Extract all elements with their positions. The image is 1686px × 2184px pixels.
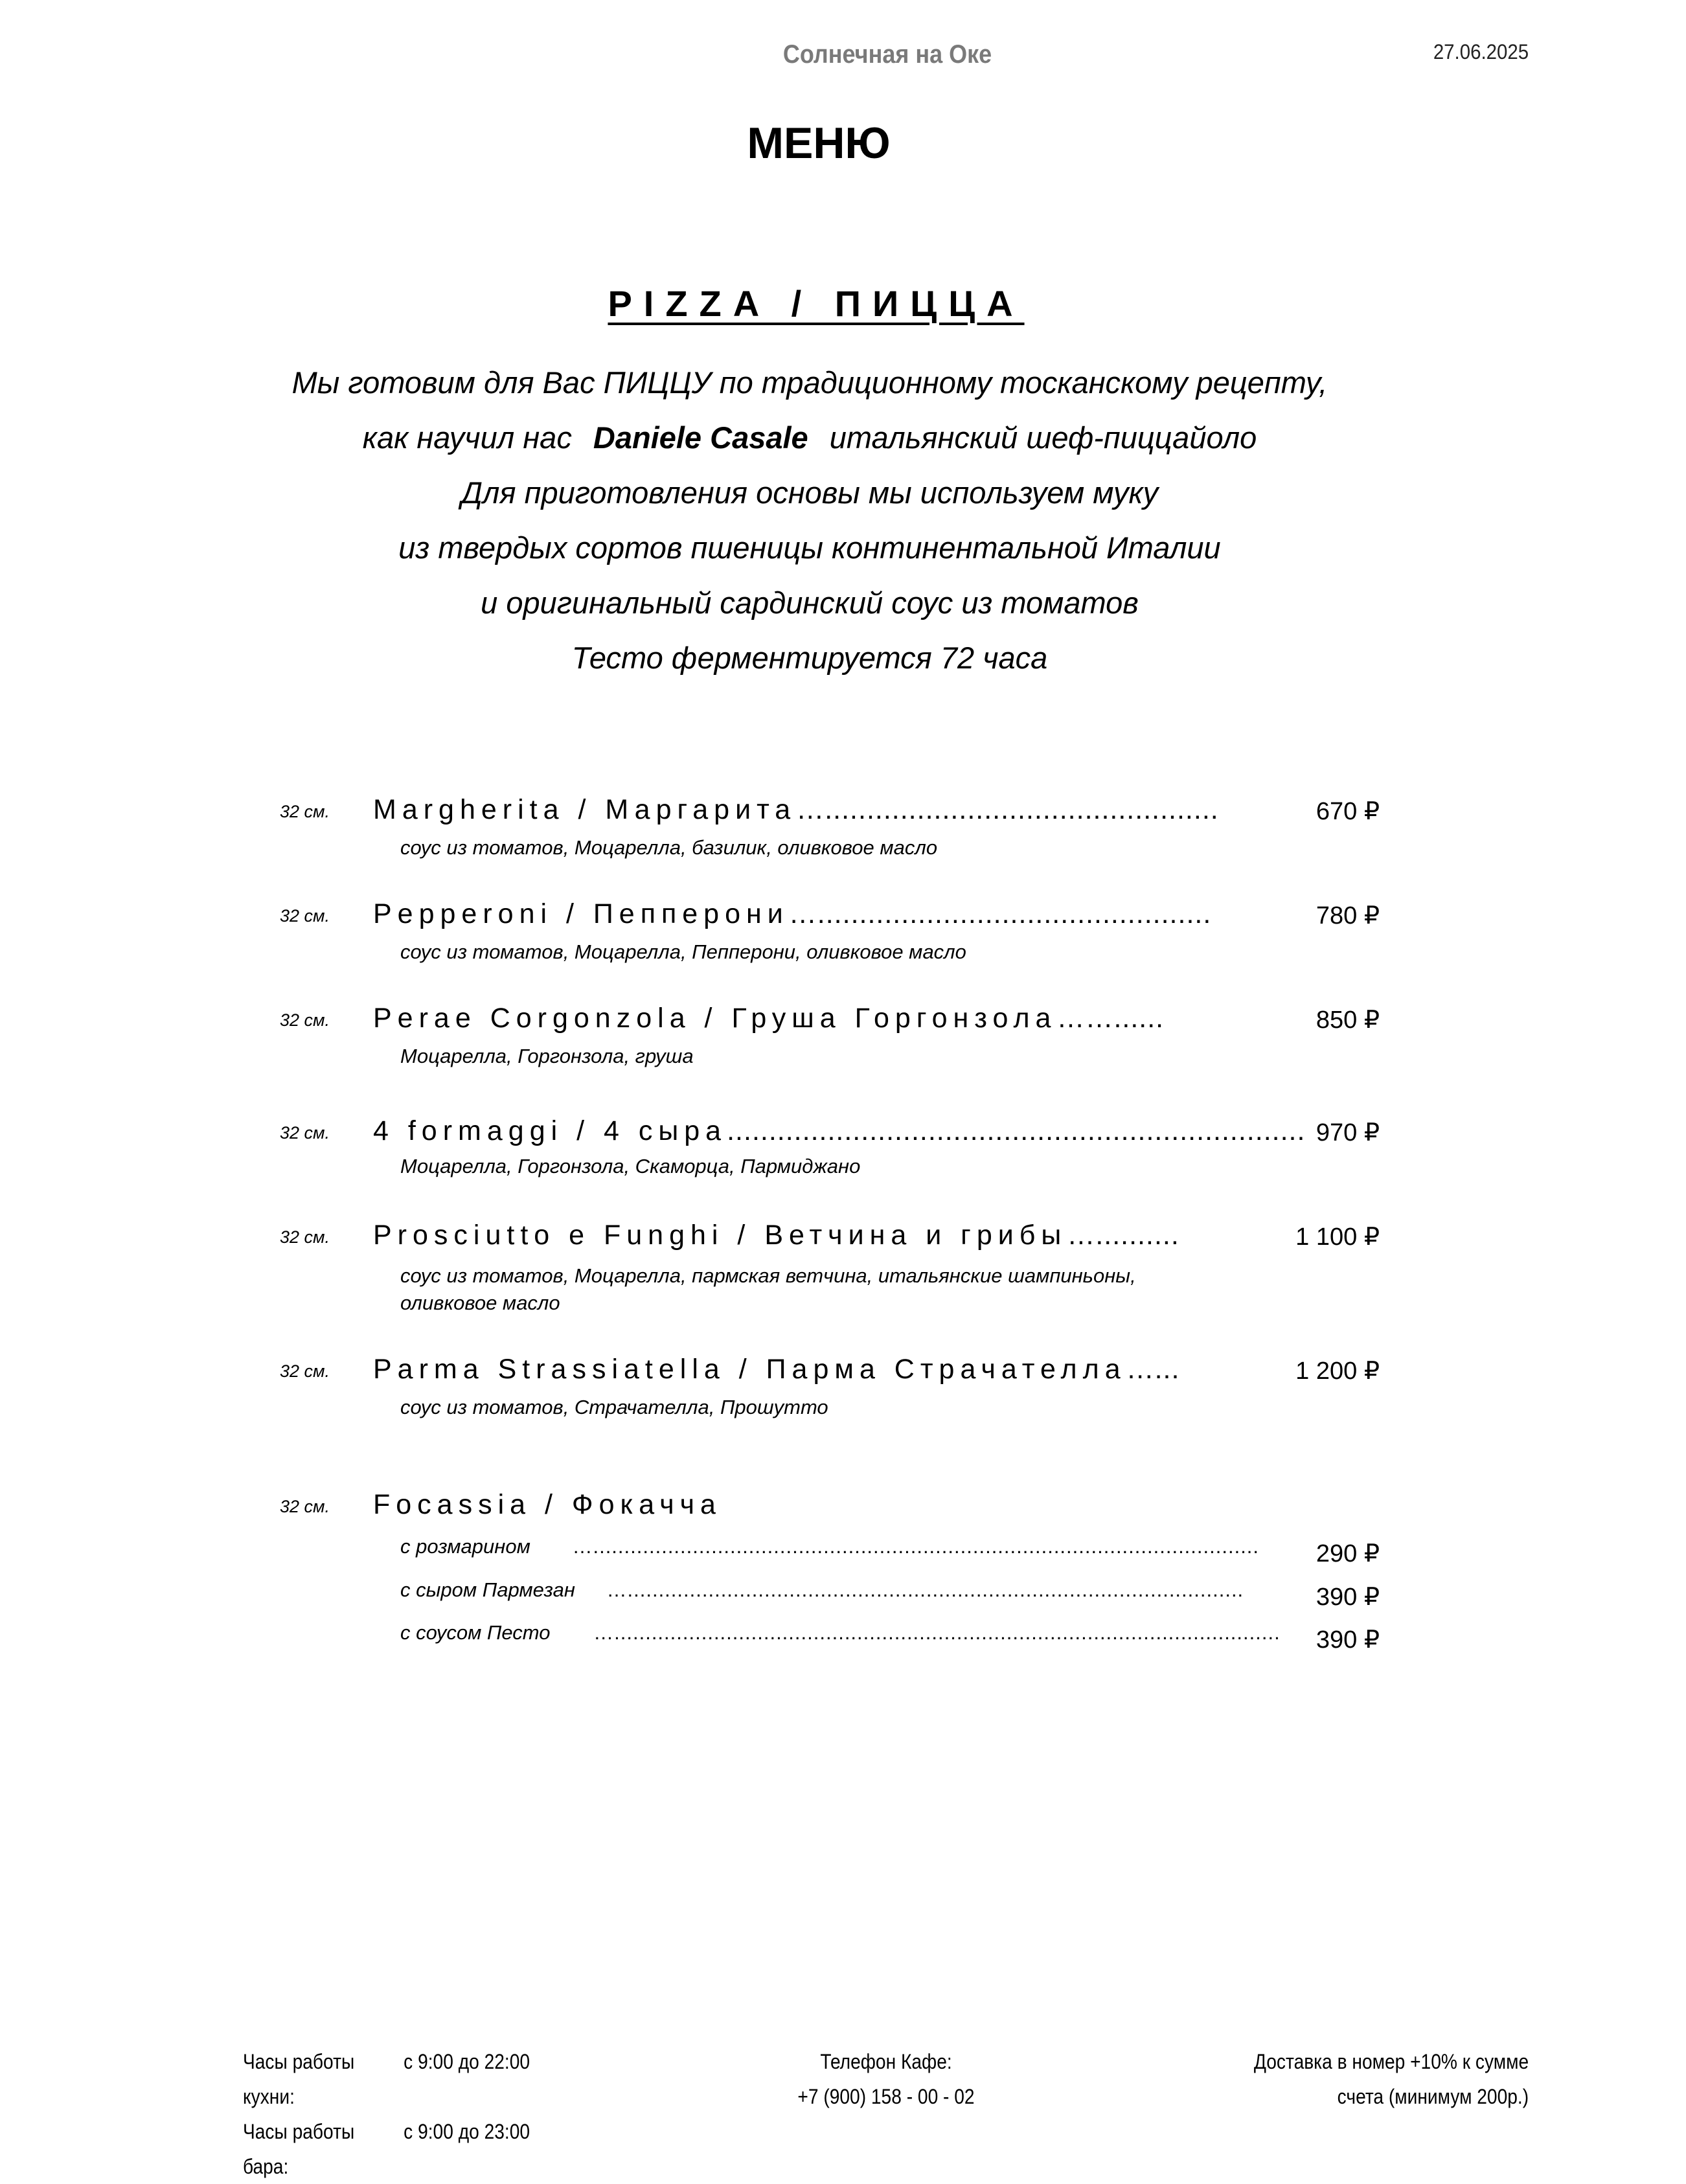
item-size: 32 см. — [280, 906, 330, 926]
dot-leader: ….......... — [1067, 1220, 1179, 1251]
menu-item-name — [373, 898, 1235, 930]
item-size: 32 см. — [280, 1361, 330, 1381]
option-row — [400, 1578, 1249, 1602]
intro-line: Тесто ферментируется 72 часа — [571, 641, 1048, 675]
item-size: 32 см. — [280, 802, 330, 821]
menu-item-name — [373, 794, 1235, 826]
intro-text-fragment: итальянский шеф-пиццайоло — [829, 420, 1257, 455]
item-description-line: оливковое масло — [400, 1291, 560, 1314]
intro-line: и оригинальный сардинский соус из томатов — [481, 586, 1139, 620]
item-description: соус из томатов, Страчателла, Прошутто — [400, 1396, 828, 1418]
item-price: 970 ₽ — [1316, 1119, 1380, 1146]
option-row — [400, 1621, 1281, 1644]
option-label: с сыром Пармезан — [400, 1578, 575, 1601]
item-description: Моцарелла, Горгонзола, Скаморца, Пармиджано — [400, 1155, 861, 1177]
intro-line — [0, 410, 1619, 465]
item-price: 850 ₽ — [1316, 1007, 1380, 1034]
section-title: PIZZA / ПИЦЦА — [608, 283, 1025, 324]
kitchen-hours: с 9:00 до 22:00 — [404, 2050, 530, 2073]
dish-name: Margherita / Маргарита — [373, 794, 797, 825]
intro-line: из твердых сортов пшеницы континентальной Италии — [398, 530, 1221, 565]
dot-leader: …........................................................................................................... — [593, 1621, 1281, 1644]
option-price: 290 ₽ — [1316, 1540, 1380, 1567]
page-title: МЕНЮ — [747, 119, 891, 168]
item-description-line: соус из томатов, Моцарелла, пармская ветчина, итальянские шампиньоны, — [400, 1264, 1136, 1287]
dot-leader: …... — [1126, 1354, 1180, 1385]
kitchen-hours-label: Часы работы кухни: — [243, 2050, 355, 2108]
dot-leader: …................................................................................................... — [606, 1578, 1244, 1601]
dish-name: Parma Strassiatella / Парма Страчателла — [373, 1354, 1126, 1385]
item-size: 32 см. — [280, 1010, 330, 1030]
menu-item-name — [373, 1003, 1235, 1034]
intro-text — [0, 355, 1619, 685]
item-description — [400, 1262, 1136, 1317]
menu-item-name: Focassia / Фокачча — [373, 1489, 722, 1520]
item-price: 1 200 ₽ — [1295, 1358, 1380, 1385]
item-description: соус из томатов, Моцарелла, базилик, оливковое масло — [400, 836, 938, 859]
item-price: 670 ₽ — [1316, 798, 1380, 825]
option-price: 390 ₽ — [1316, 1626, 1380, 1654]
item-price: 1 100 ₽ — [1295, 1223, 1380, 1251]
delivery-note-line: счета (минимум 200р.) — [1337, 2085, 1529, 2108]
dish-name: Perae Corgonzola / Груша Горгонзола — [373, 1003, 1057, 1034]
dish-name: 4 formaggi / 4 сыра — [373, 1115, 727, 1146]
item-size: 32 см. — [280, 1123, 330, 1143]
intro-text-fragment: как научил нас — [362, 420, 572, 455]
option-row — [400, 1535, 1260, 1558]
delivery-note-line: Доставка в номер +10% к сумме — [1253, 2050, 1529, 2073]
option-label: с соусом Песто — [400, 1621, 551, 1644]
menu-item-name — [373, 1354, 1235, 1385]
item-size: 32 см. — [280, 1497, 330, 1516]
item-price: 780 ₽ — [1316, 902, 1380, 929]
menu-item-name — [373, 1115, 1306, 1147]
option-label: с розмарином — [400, 1535, 530, 1558]
chef-name: Daniele Casale — [593, 420, 808, 455]
dot-leader: ..................................................................... — [727, 1115, 1306, 1146]
dish-name: Pepperoni / Пепперони — [373, 898, 789, 929]
bar-hours: с 9:00 до 23:00 — [404, 2120, 530, 2143]
item-description: Моцарелла, Горгонзола, груша — [400, 1045, 694, 1067]
dish-name: Prosciutto e Funghi / Ветчина и грибы — [373, 1220, 1067, 1251]
dot-leader: ……...... — [1056, 1003, 1165, 1034]
dot-leader: …............................................... — [788, 898, 1212, 929]
venue-name: Солнечная на Оке — [782, 40, 992, 69]
option-price: 390 ₽ — [1316, 1584, 1380, 1611]
item-size: 32 см. — [280, 1227, 330, 1247]
dot-leader: …............................................... — [796, 794, 1219, 825]
intro-line: Для приготовления основы мы используем муку — [461, 475, 1159, 510]
delivery-note — [1254, 2044, 1529, 2114]
phone-number: +7 (900) 158 - 00 - 02 — [797, 2085, 975, 2108]
item-description: соус из томатов, Моцарелла, Пепперони, оливковое масло — [400, 940, 966, 963]
bar-hours-label: Часы работы бара: — [243, 2120, 355, 2178]
menu-date: 27.06.2025 — [1433, 40, 1529, 63]
intro-line: Мы готовим для Вас ПИЦЦУ по традиционному тосканскому рецепту, — [291, 365, 1328, 400]
phone-label: Телефон Кафе: — [820, 2050, 952, 2073]
dot-leader: …........................................................................................................... — [572, 1535, 1260, 1558]
menu-item-name — [373, 1220, 1235, 1251]
